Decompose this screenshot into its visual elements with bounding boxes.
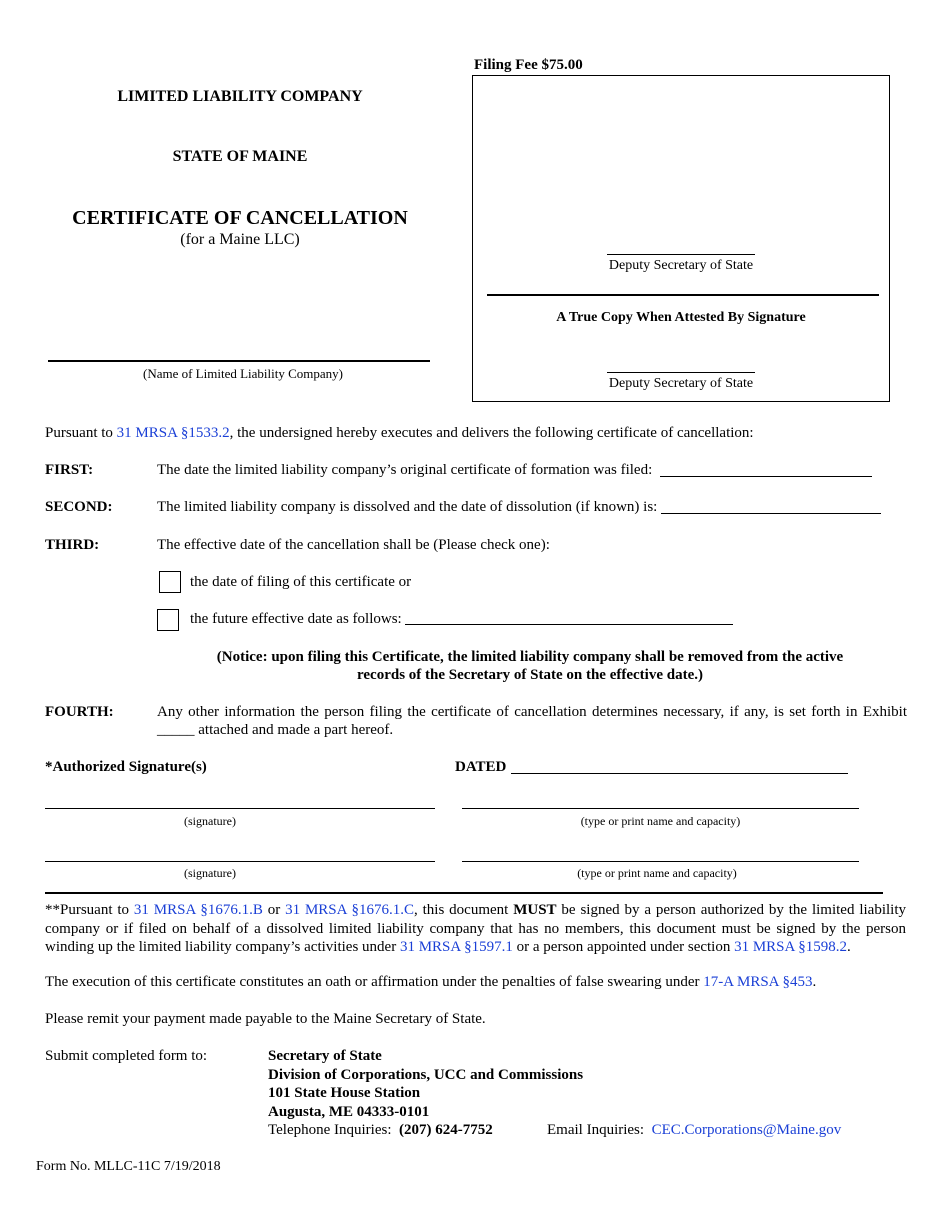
first-label: FIRST: (45, 462, 94, 478)
deputy-signature-line-2 (607, 372, 755, 373)
true-copy-label: A True Copy When Attested By Signature (556, 310, 806, 325)
formation-date-field[interactable] (660, 476, 872, 477)
second-text: The limited liability company is dissolved and the date of dissolution (if known) is: (157, 499, 658, 515)
deputy-secretary-label-1: Deputy Secretary of State (608, 258, 754, 273)
email-inquiries: Email Inquiries: CEC.Corporations@Maine.gov (547, 1122, 842, 1138)
second-label: SECOND: (45, 499, 113, 515)
first-text: The date the limited liability company’s original certificate of formation was filed: (157, 462, 653, 478)
company-type-heading: LIMITED LIABILITY COMPANY (117, 88, 363, 105)
deputy-secretary-label-2: Deputy Secretary of State (608, 376, 754, 391)
filing-fee: Filing Fee $75.00 (474, 57, 583, 73)
statute-link-1598-2[interactable]: 31 MRSA §1598.2 (734, 939, 848, 955)
name-capacity-line-1[interactable] (462, 808, 859, 809)
third-text: The effective date of the cancellation shall be (Please check one): (157, 537, 550, 553)
deputy-signature-line-1 (607, 254, 755, 255)
oath-text: The execution of this certificate constitutes an oath or affirmation under the penalties of false swearing under 17-A MRSA §453. (45, 974, 817, 990)
submit-label: Submit completed form to: (45, 1048, 208, 1064)
signature-line-1[interactable] (45, 808, 435, 809)
company-name-field[interactable] (48, 360, 430, 362)
telephone-inquiries: Telephone Inquiries: (207) 624-7752 (268, 1122, 493, 1138)
notice-line-1: (Notice: upon filing this Certificate, the limited liability company shall be removed from the active (216, 649, 844, 665)
dated-label: DATED (455, 759, 507, 775)
statute-link-1676-1b[interactable]: 31 MRSA §1676.1.B (133, 902, 263, 918)
dated-field[interactable] (511, 773, 848, 774)
statute-link[interactable]: 31 MRSA §1533.2 (116, 425, 230, 441)
box-divider (487, 294, 879, 296)
statute-link-1597-1[interactable]: 31 MRSA §1597.1 (399, 939, 513, 955)
signature-caption-2: (signature) (184, 866, 236, 880)
filing-date-checkbox[interactable] (159, 571, 181, 593)
fourth-label: FOURTH: (45, 704, 114, 720)
option-future-date-label: the future effective date as follows: (190, 611, 402, 627)
company-name-caption: (Name of Limited Liability Company) (142, 366, 343, 381)
page-title: CERTIFICATE OF CANCELLATION (72, 207, 408, 229)
fourth-text-line-1: Any other information the person filing the certificate of cancellation determines necessary, if any, is set forth in Exhibit (157, 704, 907, 720)
address-line-3: 101 State House Station (268, 1085, 421, 1101)
authorized-signatures-heading: *Authorized Signature(s) (45, 759, 207, 775)
email-link[interactable]: CEC.Corporations@Maine.gov (651, 1122, 842, 1138)
future-date-field[interactable] (405, 624, 733, 625)
address-line-1: Secretary of State (268, 1048, 382, 1064)
name-capacity-line-2[interactable] (462, 861, 859, 862)
name-capacity-caption-2: (type or print name and capacity) (577, 866, 737, 880)
name-capacity-caption-1: (type or print name and capacity) (580, 814, 741, 828)
section-divider (45, 892, 883, 894)
intro-text: Pursuant to 31 MRSA §1533.2, the undersigned hereby executes and delivers the following certificate of cancellation: (45, 425, 754, 441)
signature-line-2[interactable] (45, 861, 435, 862)
page-subtitle: (for a Maine LLC) (180, 231, 300, 248)
address-line-4: Augusta, ME 04333-0101 (268, 1104, 430, 1120)
signature-footnote: **Pursuant to 31 MRSA §1676.1.B or 31 MRSA §1676.1.C, this document MUST be signed by a person authorized by the limited liability company or if filed on behalf of a dissolved limited liability company that has no members, this document must be signed by the person winding up the limited liability company’s activities under 31 MRSA §1597.1 or a person appointed under section 31 MRSA §1598.2. (45, 902, 906, 955)
state-heading: STATE OF MAINE (172, 148, 308, 165)
notice-line-2: records of the Secretary of State on the effective date.) (357, 667, 703, 683)
telephone-number: (207) 624-7752 (399, 1122, 493, 1138)
statute-link-1676-1c[interactable]: 31 MRSA §1676.1.C (285, 902, 415, 918)
remit-text: Please remit your payment made payable to the Maine Secretary of State. (45, 1011, 486, 1027)
filing-office-box (472, 75, 890, 402)
signature-caption-1: (signature) (184, 814, 236, 828)
form-number: Form No. MLLC-11C 7/19/2018 (36, 1159, 221, 1174)
fourth-text-line-2: _____ attached and made a part hereof. (157, 722, 394, 738)
address-line-2: Division of Corporations, UCC and Commissions (268, 1067, 584, 1083)
future-date-checkbox[interactable] (157, 609, 179, 631)
dissolution-date-field[interactable] (661, 513, 881, 514)
option-filing-date-label: the date of filing of this certificate or (190, 574, 412, 590)
statute-link-453[interactable]: 17-A MRSA §453 (703, 974, 813, 990)
third-label: THIRD: (45, 537, 100, 553)
